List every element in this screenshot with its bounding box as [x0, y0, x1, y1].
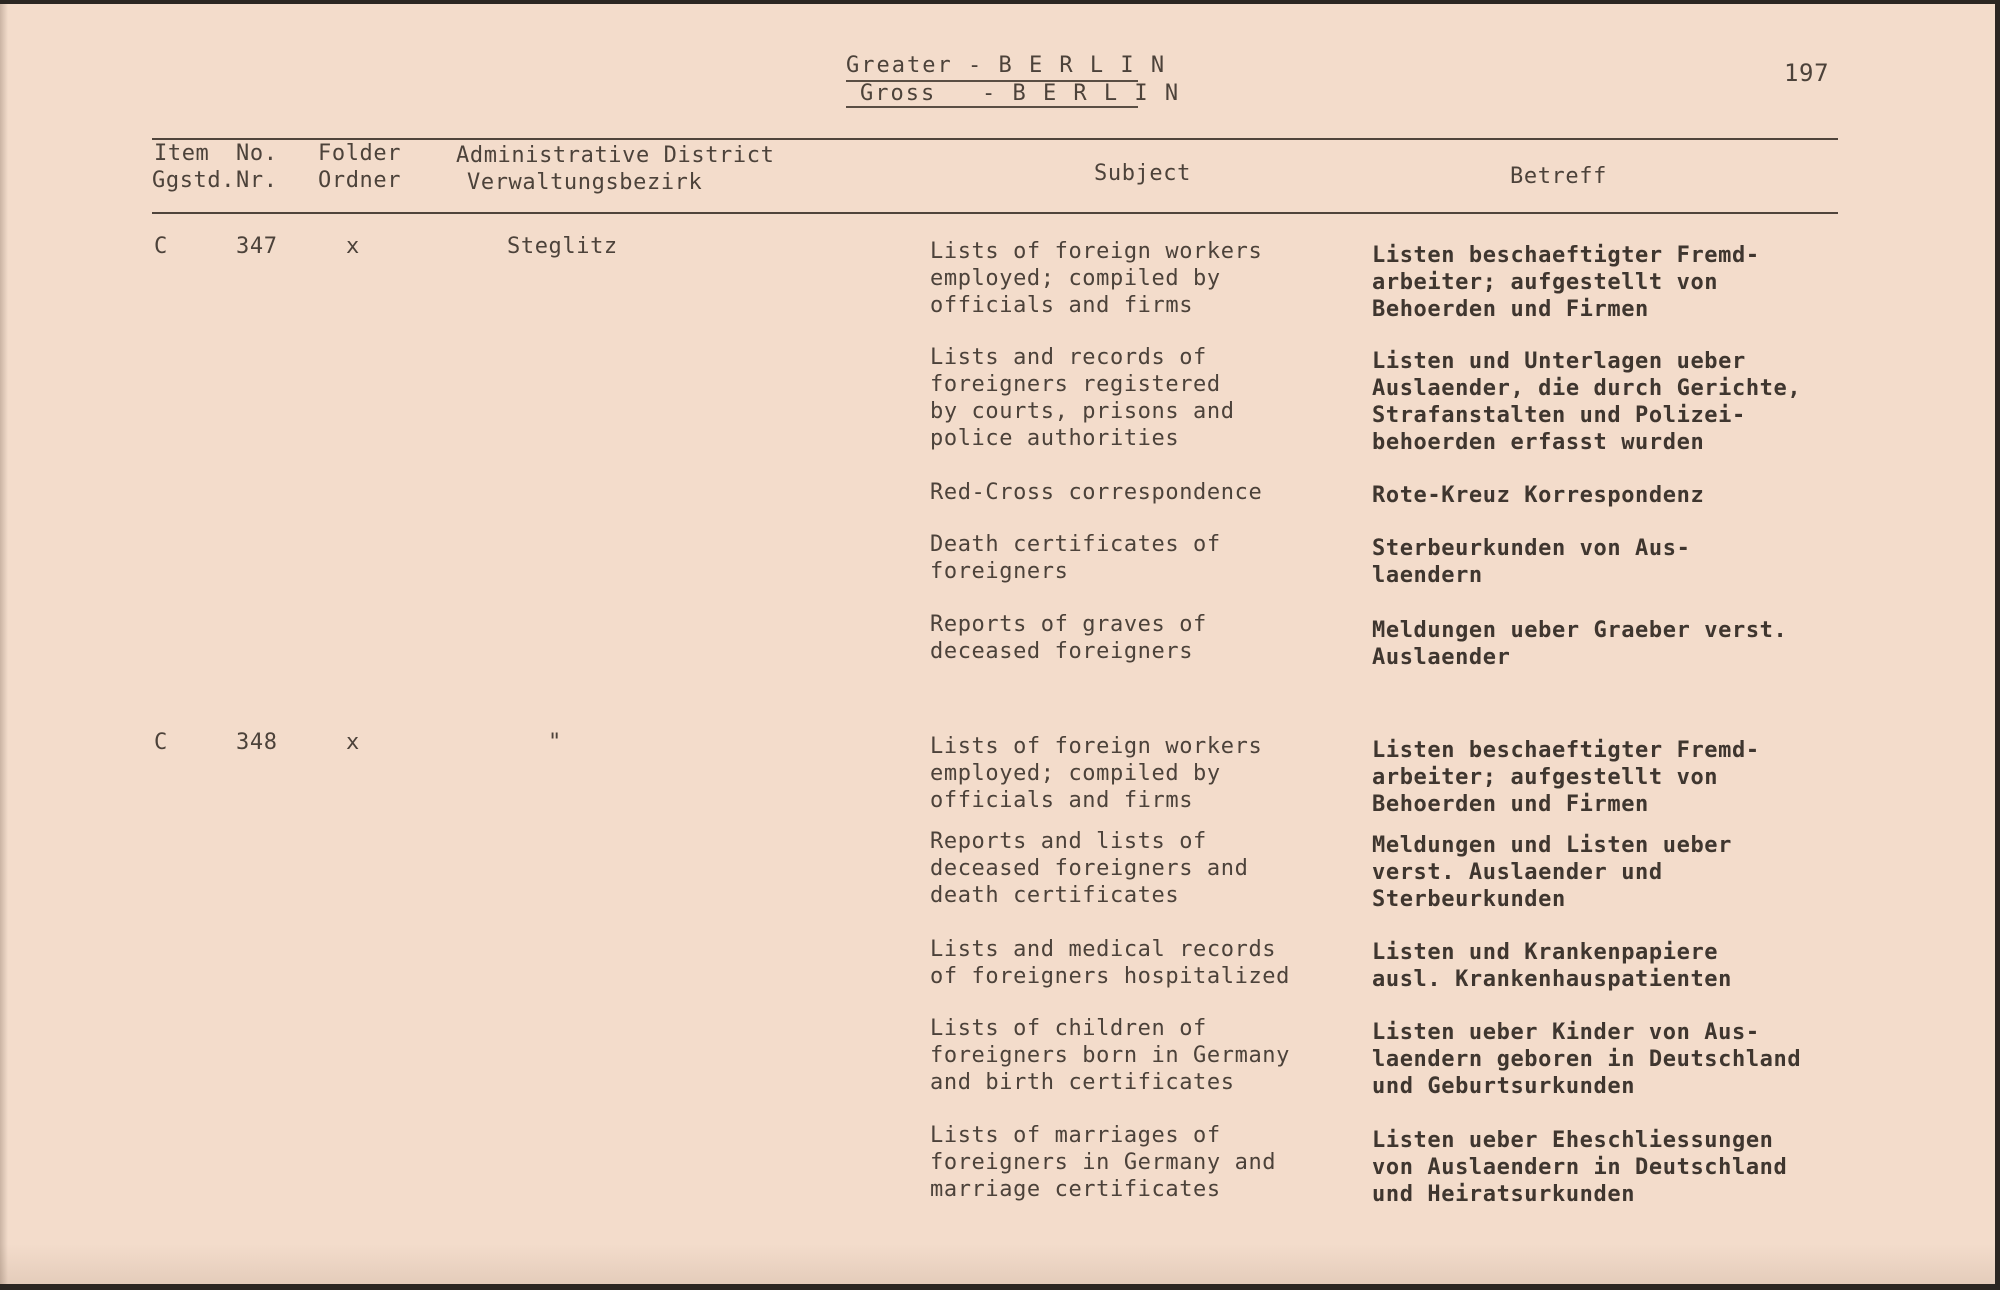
header-top-rule	[152, 138, 1838, 140]
subject-text: Lists of marriages of foreigners in Germany and marriage certificates	[930, 1123, 1277, 1202]
betreff-text: Listen und Unterlagen ueber Auslaender, die durch Gerichte, Strafanstalten und Polizei- behoerden erfasst wurden	[1372, 349, 1802, 455]
col-no-header-de: Nr.	[236, 168, 278, 193]
entry-folder: x	[346, 730, 360, 755]
entry-number: 347	[236, 234, 278, 259]
header-bottom-rule	[152, 212, 1838, 214]
entry-district-ditto: "	[548, 730, 562, 755]
betreff-text: Listen beschaeftigter Fremd- arbeiter; aufgestellt von Behoerden und Firmen	[1372, 738, 1760, 817]
betreff-text: Meldungen ueber Graeber verst. Auslaender	[1372, 618, 1788, 670]
title-german: Gross - B E R L I N	[860, 81, 1181, 106]
col-no-header: No.	[236, 141, 278, 166]
subject-text: Lists and records of foreigners registered by courts, prisons and police authorities	[930, 345, 1235, 451]
subject-text: Reports and lists of deceased foreigners and death certificates	[930, 829, 1249, 908]
betreff-text: Listen beschaeftigter Fremd- arbeiter; aufgestellt von Behoerden und Firmen	[1372, 243, 1760, 322]
col-folder-header-de: Ordner	[318, 168, 402, 193]
entry-item: C	[154, 730, 168, 755]
subject-text: Red-Cross correspondence	[930, 480, 1263, 505]
subject-text: Lists of foreign workers employed; compiled by officials and firms	[930, 734, 1263, 813]
subject-text: Reports of graves of deceased foreigners	[930, 612, 1207, 664]
entry-district: Steglitz	[507, 234, 618, 259]
subject-text: Lists of foreign workers employed; compiled by officials and firms	[930, 239, 1263, 318]
col-betreff-header: Betreff	[1510, 164, 1607, 189]
subject-text: Lists and medical records of foreigners hospitalized	[930, 937, 1290, 989]
title-english: Greater - B E R L I N	[846, 53, 1167, 78]
entry-item: C	[154, 234, 168, 259]
entry-folder: x	[346, 234, 360, 259]
betreff-text: Rote-Kreuz Korrespondenz	[1372, 483, 1705, 508]
page-edge-shadow	[0, 4, 8, 1284]
entry-number: 348	[236, 730, 278, 755]
betreff-text: Listen und Krankenpapiere ausl. Krankenhauspatienten	[1372, 940, 1732, 992]
col-district-header-de: Verwaltungsbezirk	[467, 170, 703, 195]
col-item-header-de: Ggstd.	[152, 168, 236, 193]
col-subject-header: Subject	[1094, 161, 1191, 186]
betreff-text: Listen ueber Eheschliessungen von Auslaendern in Deutschland und Heiratsurkunden	[1372, 1128, 1788, 1207]
page-number: 197	[1784, 59, 1830, 87]
subject-text: Lists of children of foreigners born in Germany and birth certificates	[930, 1016, 1290, 1095]
col-folder-header: Folder	[318, 141, 402, 166]
betreff-text: Meldungen und Listen ueber verst. Auslaender und Sterbeurkunden	[1372, 833, 1732, 912]
betreff-text: Sterbeurkunden von Aus- laendern	[1372, 536, 1691, 588]
subject-text: Death certificates of foreigners	[930, 532, 1221, 584]
page-bottom-shadow	[0, 1244, 1995, 1284]
document-page	[0, 4, 1995, 1284]
col-district-header: Administrative District	[456, 143, 775, 168]
title-underline-2	[846, 106, 1138, 108]
betreff-text: Listen ueber Kinder von Aus- laendern geboren in Deutschland und Geburtsurkunden	[1372, 1020, 1802, 1099]
col-item-header: Item	[154, 141, 210, 166]
